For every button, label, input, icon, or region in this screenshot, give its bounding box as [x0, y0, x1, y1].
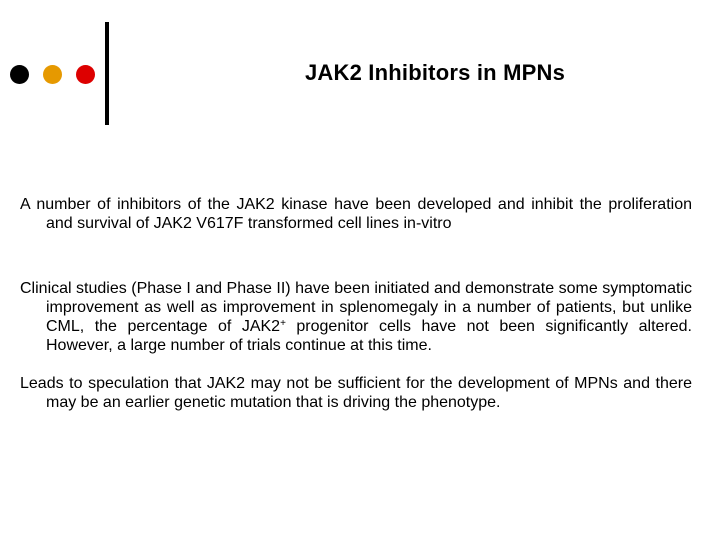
bullet-paragraph-2: [20, 279, 692, 355]
slide-body: [20, 195, 692, 412]
bullet-paragraph-1: A number of inhibitors of the JAK2 kinase have been developed and inhibit the proliferation and survival of JAK2 V617F transformed cell lines in-vitro: [20, 196, 692, 232]
red-dot-icon: [76, 65, 95, 84]
orange-dot-icon: [43, 65, 62, 84]
black-dot-icon: [10, 65, 29, 84]
slide-title: JAK2 Inhibitors in MPNs: [304, 60, 566, 85]
paragraph-2-text-before: Clinical studies (Phase I and Phase II) have been initiated and demonstrate some symptomatic improvement as well as improvement in splenomegaly in a number of patients, but unlike CML, the percentage of JAK2: [20, 280, 692, 335]
title-decoration-dots: [10, 65, 95, 84]
superscript-plus: +: [280, 318, 286, 329]
title-divider-line: [105, 22, 109, 125]
bullet-paragraph-3: Leads to speculation that JAK2 may not be sufficient for the development of MPNs and there may be an earlier genetic mutation that is driving the phenotype.: [20, 375, 692, 411]
paragraph-2-text-after: progenitor cells have not been significantly altered. However, a large number of trials continue at this time.: [46, 318, 692, 354]
